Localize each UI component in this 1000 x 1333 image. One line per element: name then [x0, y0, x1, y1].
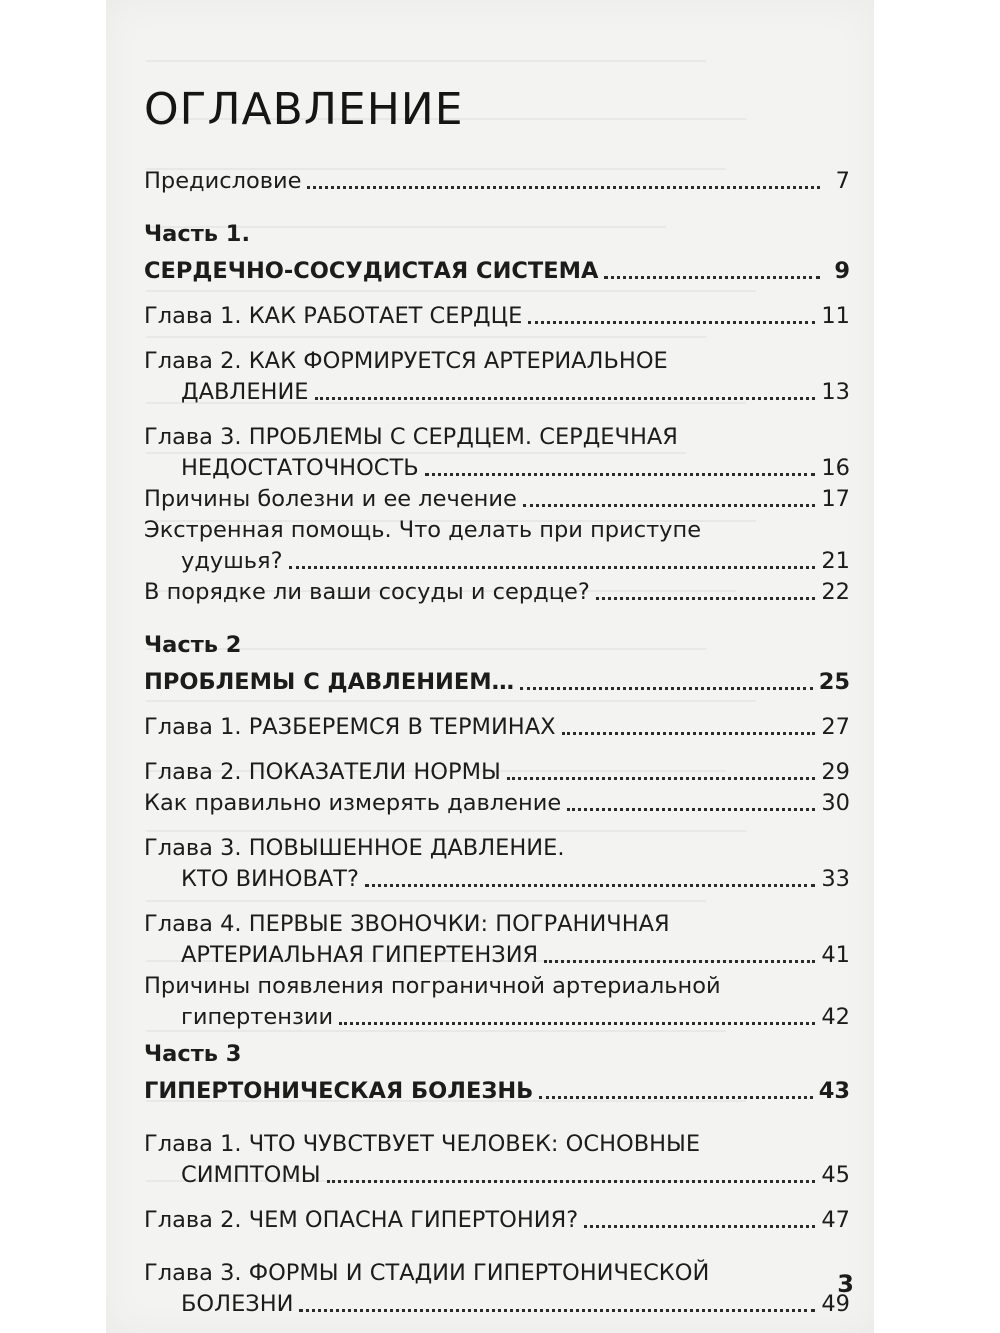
toc-entry-p3-ch3[interactable] [144, 1289, 850, 1320]
toc-part-title-3[interactable] [144, 1076, 850, 1107]
toc-page-number: 22 [821, 579, 850, 605]
toc-entry-p2-ch3[interactable] [144, 864, 850, 895]
toc-entry-label: удушья? [181, 548, 283, 574]
toc-part-title-1[interactable] [144, 256, 850, 287]
toc-page-number: 17 [821, 486, 850, 512]
toc-entry-p1-ch3[interactable] [144, 453, 850, 484]
dot-leader [289, 566, 816, 569]
toc-entry-label: Глава 1. КАК РАБОТАЕТ СЕРДЦЕ [144, 303, 523, 329]
toc-entry-label: ДАВЛЕНИЕ [181, 379, 309, 405]
part-heading-3: Часть 3 [144, 1041, 242, 1067]
toc-entry-label: КТО ВИНОВАТ? [181, 866, 359, 892]
dot-leader [544, 960, 815, 963]
toc-entry-p3-ch2[interactable] [144, 1205, 850, 1236]
toc-entry-p2-s2[interactable] [144, 1002, 850, 1033]
toc-entry-p1-ch3-line1[interactable]: Глава 3. ПРОБЛЕМЫ С СЕРДЦЕМ. СЕРДЕЧНАЯ [144, 424, 678, 450]
dot-leader [327, 1180, 816, 1183]
toc-entry-p2-ch3-line1[interactable]: Глава 3. ПОВЫШЕННОЕ ДАВЛЕНИЕ. [144, 835, 565, 861]
toc-part-title-2[interactable] [144, 667, 850, 698]
toc-entry-p1-ch1[interactable] [144, 301, 850, 332]
toc-page-number: 29 [821, 759, 850, 785]
toc-entry-p3-ch1[interactable] [144, 1160, 850, 1191]
toc-page-number: 49 [821, 1291, 850, 1317]
dot-leader [604, 276, 820, 279]
toc-entry-label: Причины болезни и ее лечение [144, 486, 517, 512]
toc-entry-label: Глава 2. ЧЕМ ОПАСНА ГИПЕРТОНИЯ? [144, 1207, 579, 1233]
toc-entry-label: Глава 2. ПОКАЗАТЕЛИ НОРМЫ [144, 759, 501, 785]
toc-page-number: 11 [821, 303, 850, 329]
toc-page-number: 16 [821, 455, 850, 481]
table-of-contents [144, 82, 850, 1320]
toc-page-number: 7 [835, 168, 850, 194]
dot-leader [528, 321, 815, 324]
toc-page-number: 21 [821, 548, 850, 574]
dot-leader [596, 597, 816, 600]
dot-leader [539, 1096, 812, 1099]
toc-page-number: 27 [821, 714, 850, 740]
toc-entry-p1-s2-line1[interactable]: Экстренная помощь. Что делать при приступе [144, 517, 702, 543]
toc-page-number: 43 [818, 1078, 850, 1104]
toc-entry-label: Глава 1. РАЗБЕРЕМСЯ В ТЕРМИНАХ [144, 714, 556, 740]
dot-leader [584, 1225, 815, 1228]
toc-entry-p2-s2-line1[interactable]: Причины появления пограничной артериальной [144, 973, 721, 999]
toc-entry-label: СЕРДЕЧНО-СОСУДИСТАЯ СИСТЕМА [144, 258, 599, 284]
toc-entry-p1-s2[interactable] [144, 546, 850, 577]
toc-entry-label: Как правильно измерять давление [144, 790, 562, 816]
toc-entry-p1-ch2-line1[interactable]: Глава 2. КАК ФОРМИРУЕТСЯ АРТЕРИАЛЬНОЕ [144, 348, 668, 374]
dot-leader [562, 732, 816, 735]
page-title: ОГЛАВЛЕНИЕ [144, 84, 464, 135]
toc-entry-label: ПРОБЛЕМЫ С ДАВЛЕНИЕМ… [144, 669, 515, 695]
dot-leader [299, 1309, 815, 1312]
toc-page-number: 13 [821, 379, 850, 405]
part-heading-2: Часть 2 [144, 632, 242, 658]
toc-page-number: 41 [821, 942, 850, 968]
dot-leader [567, 808, 815, 811]
dot-leader [365, 884, 815, 887]
dot-leader [425, 473, 816, 476]
dot-leader [507, 777, 816, 780]
toc-entry-label: Предисловие [144, 168, 302, 194]
page-number: 3 [837, 1270, 854, 1298]
toc-entry-label: гипертензии [181, 1004, 334, 1030]
dot-leader [523, 504, 816, 507]
dot-leader [339, 1022, 815, 1025]
toc-entry-label: СИМПТОМЫ [181, 1162, 321, 1188]
toc-page-number: 9 [834, 258, 850, 284]
toc-entry-label: БОЛЕЗНИ [181, 1291, 294, 1317]
toc-page-number: 30 [821, 790, 850, 816]
toc-entry-label: В порядке ли ваши сосуды и сердце? [144, 579, 590, 605]
toc-page-number: 45 [821, 1162, 850, 1188]
toc-page-number: 33 [821, 866, 850, 892]
dot-leader [520, 687, 813, 690]
toc-entry-p1-ch2[interactable] [144, 377, 850, 408]
toc-entry-label: ГИПЕРТОНИЧЕСКАЯ БОЛЕЗНЬ [144, 1078, 534, 1104]
dot-leader [315, 397, 816, 400]
toc-entry-p3-ch3-line1[interactable]: Глава 3. ФОРМЫ И СТАДИИ ГИПЕРТОНИЧЕСКОЙ [144, 1260, 710, 1286]
toc-page-number: 42 [821, 1004, 850, 1030]
toc-entry-label: АРТЕРИАЛЬНАЯ ГИПЕРТЕНЗИЯ [181, 942, 539, 968]
toc-entry-label: НЕДОСТАТОЧНОСТЬ [181, 455, 419, 481]
toc-entry-p2-ch1[interactable] [144, 712, 850, 743]
toc-entry-p3-ch1-line1[interactable]: Глава 1. ЧТО ЧУВСТВУЕТ ЧЕЛОВЕК: ОСНОВНЫЕ [144, 1131, 701, 1157]
toc-entry-p2-ch4-line1[interactable]: Глава 4. ПЕРВЫЕ ЗВОНОЧКИ: ПОГРАНИЧНАЯ [144, 911, 670, 937]
toc-entry-p2-s1[interactable] [144, 788, 850, 819]
toc-entry-preface[interactable] [144, 166, 850, 197]
toc-entry-p1-s1[interactable] [144, 484, 850, 515]
toc-page-number: 47 [821, 1207, 850, 1233]
toc-entry-p1-s3[interactable] [144, 577, 850, 608]
part-heading-1: Часть 1. [144, 221, 251, 247]
toc-entry-p2-ch2[interactable] [144, 757, 850, 788]
dot-leader [307, 186, 820, 189]
toc-entry-p2-ch4[interactable] [144, 940, 850, 971]
toc-page-number: 25 [818, 669, 850, 695]
